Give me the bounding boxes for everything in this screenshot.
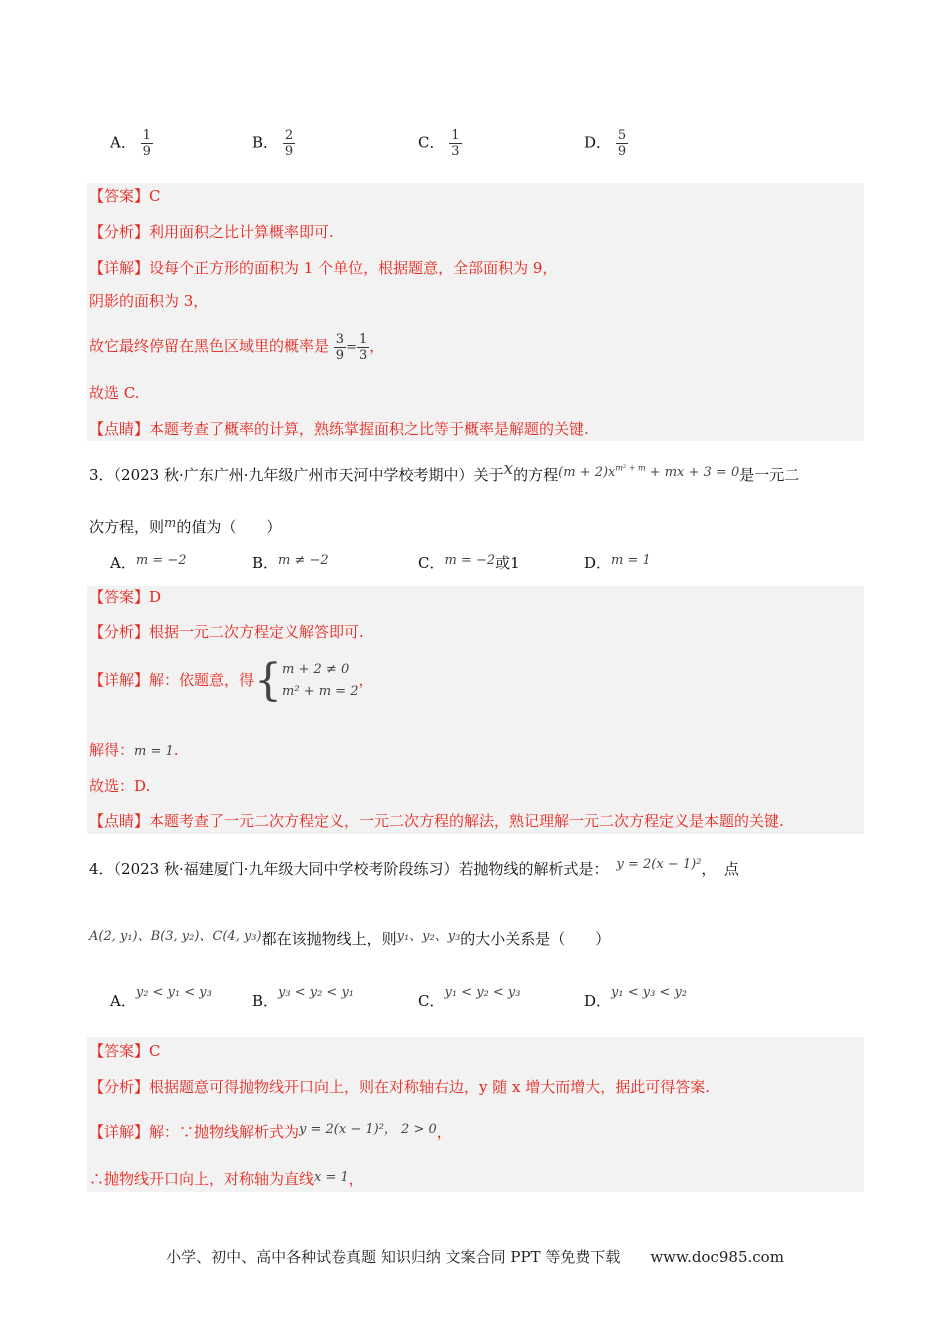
- q2-answer-line: 【答案】C: [89, 187, 161, 205]
- q3-solve-line: 解得：m = 1.: [89, 741, 179, 759]
- q3-option-c: C．m = −2或1: [418, 553, 520, 572]
- q2-detail-line-2: 阴影的面积为 3，: [89, 292, 209, 310]
- q2-detail-line-4: 故选 C.: [89, 384, 140, 402]
- q3-choose-line: 故选：D.: [89, 777, 151, 795]
- q3-stem-line-1: 3．（2023 秋·广东广州·九年级广州市天河中学校考期中）关于x的方程$(m + 2)x^{m^2 + m}$ + mx + 3 = 0是一元二: [89, 459, 800, 484]
- option-fraction: $\frac{1}{3}$: [451, 128, 460, 159]
- q3-option-a: A．m = −2: [110, 553, 187, 572]
- q2-detail-line-3: 故它最终停留在黑色区域里的概率是 $\frac{3}{9}$ = $\frac{1}{3}$ ，: [89, 331, 385, 363]
- q3-option-b: B．m ≠ −2: [252, 553, 329, 572]
- q2-option-a: [110, 128, 153, 159]
- q2-analysis-line: 【分析】利用面积之比计算概率即可.: [89, 223, 334, 241]
- page-footer: 小学、初中、高中各种试卷真题 知识归纳 文案合同 PPT 等免费下载 www.doc985.com: [166, 1248, 784, 1266]
- q4-detail-line: 【详解】解：∵抛物线解析式为y = 2(x − 1)²， 2 > 0，: [89, 1122, 452, 1141]
- q4-option-d: D．y₁ < y₃ < y₂: [584, 985, 688, 1010]
- q3-analysis-line: 【分析】根据一元二次方程定义解答即可.: [89, 623, 364, 641]
- q4-option-b: B．y₃ < y₂ < y₁: [252, 985, 355, 1010]
- option-label: A．: [110, 133, 136, 152]
- option-label: C．: [418, 133, 445, 152]
- probability-fraction: $\frac{1}{3}$: [358, 331, 368, 363]
- option-fraction: $\frac{1}{9}$: [142, 128, 151, 159]
- equation-system: m + 2 ≠ 0 m² + m = 2: [282, 662, 359, 699]
- q2-option-d: [584, 128, 628, 159]
- q4-analysis-line: 【分析】根据题意可得抛物线开口向上，则在对称轴右边，y 随 x 增大而增大，据此可得答案.: [89, 1078, 711, 1096]
- option-label: B．: [252, 133, 279, 152]
- option-fraction: $\frac{2}{9}$: [284, 128, 294, 159]
- q4-points: A(2, y₁)、B(3, y₂)、C(4, y₃): [89, 929, 262, 944]
- probability-fraction: $\frac{3}{9}$: [335, 331, 345, 363]
- system-brace: {: [254, 655, 283, 706]
- q3-comment-line: 【点睛】本题考查了一元二次方程定义，一元二次方程的解法，熟记理解一元二次方程定义是本题的关键.: [89, 812, 784, 830]
- q3-equation: $(m + 2)x^{m^2 + m}$ + mx + 3 = 0: [558, 463, 740, 480]
- q3-stem-line-2: 次方程，则m的值为（ ）: [89, 516, 282, 536]
- q2-option-b: [252, 128, 295, 159]
- option-fraction: $\frac{5}{9}$: [617, 128, 627, 159]
- q3-option-d: D．m = 1: [584, 553, 651, 572]
- q2-comment-line: 【点睛】本题考查了概率的计算，熟练掌握面积之比等于概率是解题的关键.: [89, 420, 589, 438]
- option-label: D．: [584, 133, 612, 152]
- q4-stem-line-1: 4．（2023 秋·福建厦门·九年级大同中学校考阶段练习）若抛物线的解析式是： y = 2(x − 1)²， 点: [89, 857, 739, 878]
- q2-option-c: [418, 128, 462, 159]
- q2-detail-line-1: 【详解】设每个正方形的面积为 1 个单位，根据题意，全部面积为 9，: [89, 259, 558, 277]
- q3-detail-line: 【详解】解：依题意，得{ m + 2 ≠ 0 m² + m = 2 ，: [89, 655, 374, 706]
- q4-answer-line: 【答案】C: [89, 1042, 161, 1060]
- q3-answer-line: 【答案】D: [89, 588, 162, 606]
- q4-therefore-line: ∴抛物线开口向上，对称轴为直线x = 1，: [89, 1170, 364, 1188]
- q4-option-a: A．y₂ < y₁ < y₃: [110, 985, 212, 1010]
- q4-equation: y = 2(x − 1)²: [616, 857, 702, 872]
- q4-stem-line-2: A(2, y₁)、B(3, y₂)、C(4, y₃)都在该抛物线上，则y₁、y₂、y₃的大小关系是（ ）: [89, 929, 611, 948]
- q4-option-c: C．y₁ < y₂ < y₃: [418, 985, 521, 1010]
